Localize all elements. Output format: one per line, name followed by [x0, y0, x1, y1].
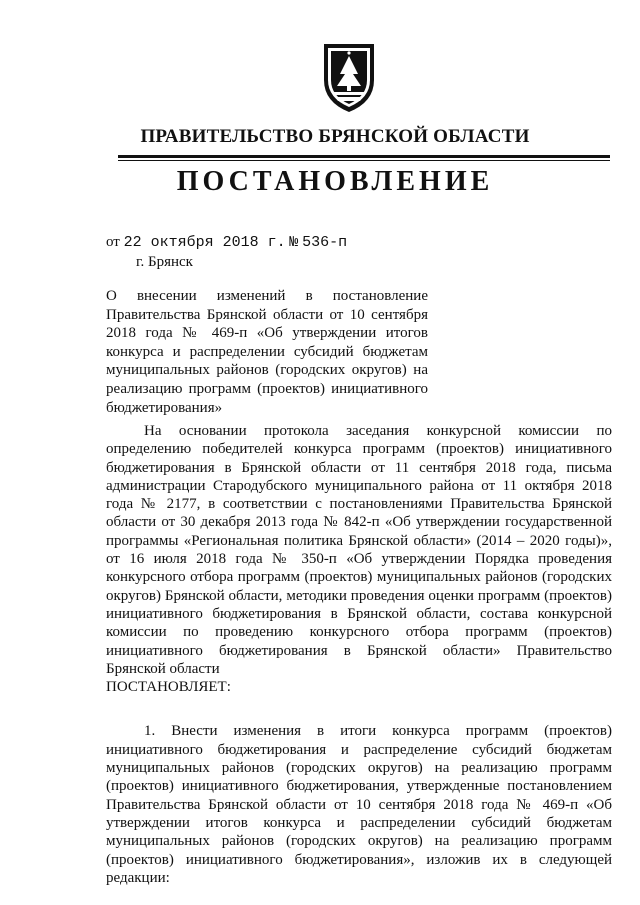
document-subject: О внесении изменений в постановление Правительства Брянской области от 10 сентября 2018 года № 469-п «Об утверждении итогов конкурса и распределении субсидий бюджетам муниципальных районов (городских округов) на реализацию программ (проектов) инициативного бюджетирования»	[106, 288, 428, 416]
document-body	[106, 422, 612, 887]
document-city: г. Брянск	[136, 254, 193, 270]
document-meta	[106, 232, 347, 272]
document-date: 22 октября 2018 г.	[123, 234, 286, 251]
document-number: 536-п	[302, 234, 348, 251]
item-1-paragraph: 1. Внести изменения в итоги конкурса программ (проектов) инициативного бюджетирования и распределение субсидий бюджетам муниципальных районов (городских округов) на реализацию программ (проектов) инициативного бюджетирования, утвержденные постановлением Правительства Брянской области от 10 сентября 2018 года № 469-п «Об утверждении итогов конкурса и распределении субсидий бюджетам муниципальных районов (городских округов) на реализацию программ (проектов) инициативного бюджетирования», изложив их в следующей редакции:	[106, 723, 612, 886]
from-label: от	[106, 234, 120, 250]
header-rule-thin	[118, 160, 610, 161]
resolve-heading: ПОСТАНОВЛЯЕТ:	[106, 679, 231, 696]
number-sign: №	[289, 234, 299, 251]
bryansk-coat-of-arms-icon	[318, 40, 380, 114]
organization-title: ПРАВИТЕЛЬСТВО БРЯНСКОЙ ОБЛАСТИ	[140, 126, 530, 147]
preamble-paragraph: На основании протокола заседания конкурсной комиссии по определению победителей конкурса программ (проектов) инициативного бюджетирования в Брянской области от 11 сентября 2018 года, письма администрации Стародубского муниципального района от 11 октября 2018 года № 2177, в соответствии с постановлениями Правительства Брянской области от 30 декабря 2013 года № 842-п «Об утверждении государственной программы «Региональная политика Брянской области» (2014 – 2020 годы)», от 16 июля 2018 года № 350-п «Об утверждении Порядка проведения конкурсного отбора программ (проектов) муниципальных районов (городских округов) Брянской области, методики проведения оценки программ (проектов) инициативного бюджетирования в Брянской области, состава конкурсной комиссии по проведению конкурсного отбора программ (проектов) инициативного бюджетирования в Брянской области» Правительство Брянской области	[106, 423, 612, 677]
date-number-line	[106, 232, 347, 252]
header-rule-thick	[118, 155, 610, 158]
document-type-title: ПОСТАНОВЛЕНИЕ	[176, 166, 494, 197]
